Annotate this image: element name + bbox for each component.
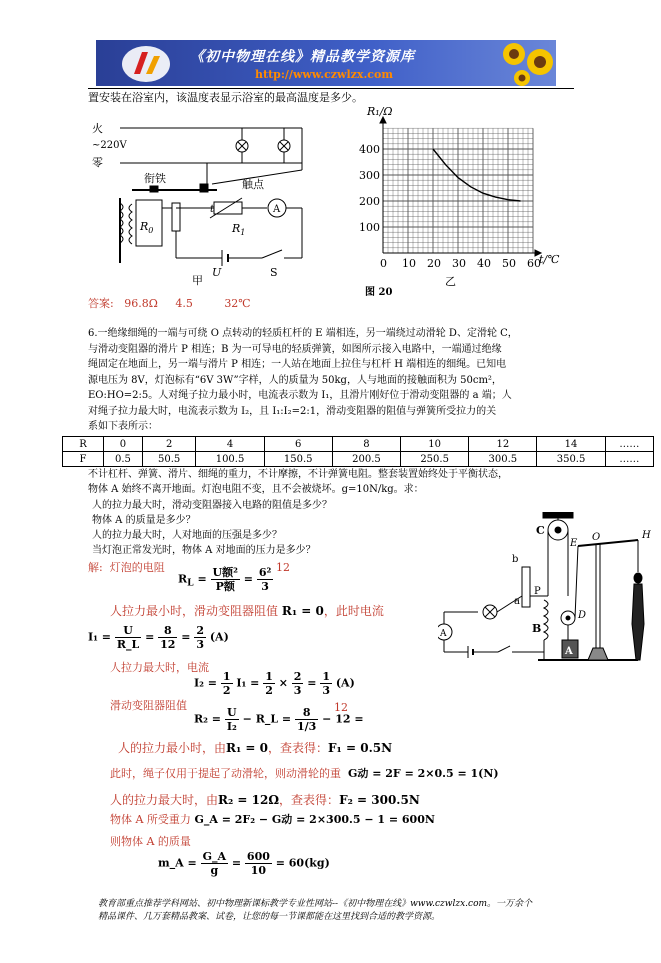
table-cell: 12 bbox=[469, 437, 537, 452]
label-a-small: a bbox=[514, 596, 520, 607]
y-tick-label: 100 bbox=[359, 221, 380, 234]
table-row bbox=[63, 437, 654, 452]
q6-line: 与滑动变阻器的滑片 P 相连；B 为一可导电的轻质弹簧，如图所示接入电路中，一端通过绝缘 bbox=[88, 343, 502, 355]
table-cell: 6 bbox=[264, 437, 332, 452]
r0-label: $R_0$ bbox=[140, 220, 154, 235]
label-e: E bbox=[570, 538, 578, 549]
armature-label: 衔铁 bbox=[144, 172, 166, 185]
q6-conditions bbox=[88, 467, 508, 497]
question-6 bbox=[88, 326, 518, 435]
formula-current-2: I₂ = $\frac{1}{2}$ I₁ = $\frac{1}{2}$ × $\frac{2}{3}$ = $\frac{1}{3}$ (A) bbox=[194, 670, 355, 697]
q6-line: 6.一绝缘细绳的一端与可绕 O 点转动的轻质杠杆的 E 端相连，另一端绕过动滑轮 D、定滑轮 C， bbox=[88, 328, 518, 339]
q6-line: 对绳子拉力最大时，电流表示数为 I₂，且 I₁:I₂=2:1，滑动变阻器的阻值与弹簧所受拉力的关 bbox=[88, 405, 497, 417]
contact-label: 触点 bbox=[242, 178, 264, 191]
answer-value-1: 96.8Ω bbox=[124, 297, 158, 310]
answer-label: 答案: bbox=[88, 297, 114, 310]
q6-line: 物体 A 始终不离开地面。灯泡电阻不变，且不会被烧坏。g=10N/kg。求： bbox=[88, 484, 424, 495]
x-tick-label: 20 bbox=[427, 257, 441, 270]
table-cell: 100.5 bbox=[196, 452, 264, 467]
solution-step-4: 人拉力最大时，电流 bbox=[110, 661, 209, 674]
q6-question: 物体 A 的质量是多少？ bbox=[92, 515, 196, 526]
formula-lamp-resistance: $R_L$ = $\frac{\text{U额²}}{\text{P额}}$ = $\frac{\text{6²}}{3}$ bbox=[178, 566, 272, 593]
live-label: 火 bbox=[92, 122, 103, 135]
solution-step-7: 此时，绳子仅用于提起了动滑轮，则动滑轮的重 G动 = 2F = 2×0.5 = 1(N) bbox=[110, 767, 499, 780]
answer-value-3: 32℃ bbox=[224, 297, 251, 310]
r1-label: $R_1$ bbox=[232, 222, 246, 237]
q6-line: 系如下表所示： bbox=[88, 421, 158, 432]
table-cell: 150.5 bbox=[264, 452, 332, 467]
header-url[interactable]: http://www.czwlzx.com bbox=[255, 68, 393, 81]
fig-label-a: 甲 bbox=[192, 274, 203, 286]
table-cell: 14 bbox=[537, 437, 605, 452]
answer-value-2: 4.5 bbox=[175, 297, 193, 310]
logo-icon bbox=[120, 44, 172, 84]
x-tick-label: 30 bbox=[452, 257, 466, 270]
table-cell: 8 bbox=[332, 437, 400, 452]
table-row bbox=[63, 452, 654, 467]
solution-step-1: 解: 灯泡的电阻 bbox=[88, 561, 165, 574]
lamp-resistance-value: 12 bbox=[276, 561, 290, 574]
table-cell: …… bbox=[605, 452, 653, 467]
circuit-diagram-a bbox=[92, 108, 327, 286]
q6-line: 不计杠杆、弹簧、滑片、细绳的重力，不计摩擦，不计弹簧电阻。整套装置始终处于平衡状态， bbox=[88, 469, 508, 480]
label-a: A bbox=[565, 646, 573, 657]
label-d: D bbox=[578, 610, 587, 621]
q6-line: 绳固定在地面上，另一端与滑片 P 相连；一人站在地面上拉住与杠杆 H 端相连的细绳。已知电 bbox=[88, 359, 507, 370]
lever-pulley-diagram bbox=[438, 512, 660, 672]
table-cell: 250.5 bbox=[401, 452, 469, 467]
table-cell: 300.5 bbox=[469, 452, 537, 467]
label-p: P bbox=[534, 586, 541, 597]
s-label: S bbox=[270, 266, 278, 279]
q6-line: 源电压为 8V，灯泡标有“6V 3W”字样，人的质量为 50kg，人与地面的接触面积为 50cm²， bbox=[88, 374, 502, 386]
solution-label: 解: bbox=[88, 561, 103, 574]
label-b: B bbox=[532, 622, 542, 635]
y-tick-label: 300 bbox=[359, 169, 380, 182]
rheostat-value: 12 bbox=[334, 701, 348, 714]
q6-line: EO:HO=2:5。人对绳子拉力最小时，电流表示数为 I₁，且滑片刚好位于滑动变阻器的 a 端；人 bbox=[88, 390, 512, 401]
label-o: O bbox=[592, 532, 601, 543]
table-cell: …… bbox=[605, 437, 653, 452]
x-axis-label: t/℃ bbox=[539, 253, 560, 266]
footer bbox=[98, 898, 574, 924]
table-cell: 0.5 bbox=[104, 452, 143, 467]
y-axis-label: R₁/Ω bbox=[367, 105, 393, 118]
header-title: 《初中物理在线》精品教学资源库 bbox=[190, 49, 415, 65]
label-b-small: b bbox=[512, 554, 519, 565]
figure-number: 图 20 bbox=[365, 287, 393, 298]
solution-step-2: 人拉力最小时，滑动变阻器阻值 R₁ = 0，此时电流 bbox=[110, 604, 384, 618]
voltage-label: ~220V bbox=[92, 140, 127, 151]
table-cell: 2 bbox=[142, 437, 196, 452]
u-label: U bbox=[212, 266, 222, 279]
table-cell: 4 bbox=[196, 437, 264, 452]
answer-line bbox=[88, 296, 251, 312]
table-cell: 50.5 bbox=[142, 452, 196, 467]
label-c: C bbox=[536, 524, 545, 537]
table-cell: 200.5 bbox=[332, 452, 400, 467]
table-cell: 0 bbox=[104, 437, 143, 452]
resistance-temperature-chart bbox=[335, 103, 565, 298]
table-cell: R bbox=[63, 437, 104, 452]
q6-question: 人的拉力最大时，人对地面的压强是多少？ bbox=[92, 530, 282, 541]
solution-step-5: 滑动变阻器阻值 bbox=[110, 699, 187, 712]
x-tick-label: 60 bbox=[527, 257, 541, 270]
header-rule bbox=[88, 88, 574, 89]
ammeter-label: A bbox=[273, 204, 281, 215]
footer-line: 精品课件、几万套精品教案、试卷，让您的每一节课都能在这里找到合适的教学资源。 bbox=[98, 912, 441, 922]
ammeter-label: A bbox=[440, 629, 447, 639]
y-tick-label: 200 bbox=[359, 195, 380, 208]
resistance-force-table bbox=[62, 436, 654, 467]
y-tick-label: 400 bbox=[359, 143, 380, 156]
fig-label-b: 乙 bbox=[445, 275, 456, 288]
intro-line: 置安装在浴室内，该温度表显示浴室的最高温度是多少。 bbox=[88, 91, 363, 104]
label-h: H bbox=[642, 530, 651, 541]
table-cell: 10 bbox=[401, 437, 469, 452]
solution-step-9: 物体 A 所受重力 G_A = 2F₂ − G动 = 2×300.5 − 1 = 600N bbox=[110, 813, 435, 826]
solution-step-10: 则物体 A 的质量 bbox=[110, 835, 191, 848]
table-cell: 350.5 bbox=[537, 452, 605, 467]
x-tick-label: 10 bbox=[402, 257, 416, 270]
solution-step-8: 人的拉力最大时，由R₂ = 12Ω，查表得：F₂ = 300.5N bbox=[110, 793, 420, 807]
table-cell: F bbox=[63, 452, 104, 467]
formula-mass: m_A = $\frac{G\_A}{g}$ = $\frac{600}{10}$ = 60(kg) bbox=[158, 850, 330, 877]
q6-question: 人的拉力最大时，滑动变阻器接入电路的阻值是多少？ bbox=[92, 500, 332, 511]
x-tick-label: 50 bbox=[502, 257, 516, 270]
neutral-label: 零 bbox=[92, 156, 103, 169]
sunflower-icon bbox=[500, 40, 556, 86]
x-tick-label: 40 bbox=[477, 257, 491, 270]
footer-line: 教育部重点推荐学科网站、初中物理新课标教学专业性网站--《初中物理在线》www.czwlzx.com。一万余个 bbox=[98, 899, 533, 909]
x-tick-label: 0 bbox=[380, 257, 387, 270]
q6-question: 当灯泡正常发光时，物体 A 对地面的压力是多少？ bbox=[92, 545, 316, 556]
formula-rheostat: R₂ = $\frac{U}{\text{I₂}}$ − R_L = $\frac{8}{1/3}$ − 12 = bbox=[194, 706, 364, 733]
q6-questions bbox=[92, 498, 332, 558]
solution-step-6: 人的拉力最小时，由R₁ = 0，查表得：F₁ = 0.5N bbox=[118, 741, 393, 755]
t-label: t bbox=[210, 204, 215, 215]
formula-current-1: I₁ = $\frac{U}{R\_L}$ = $\frac{8}{12}$ = $\frac{2}{3}$ (A) bbox=[88, 624, 229, 651]
